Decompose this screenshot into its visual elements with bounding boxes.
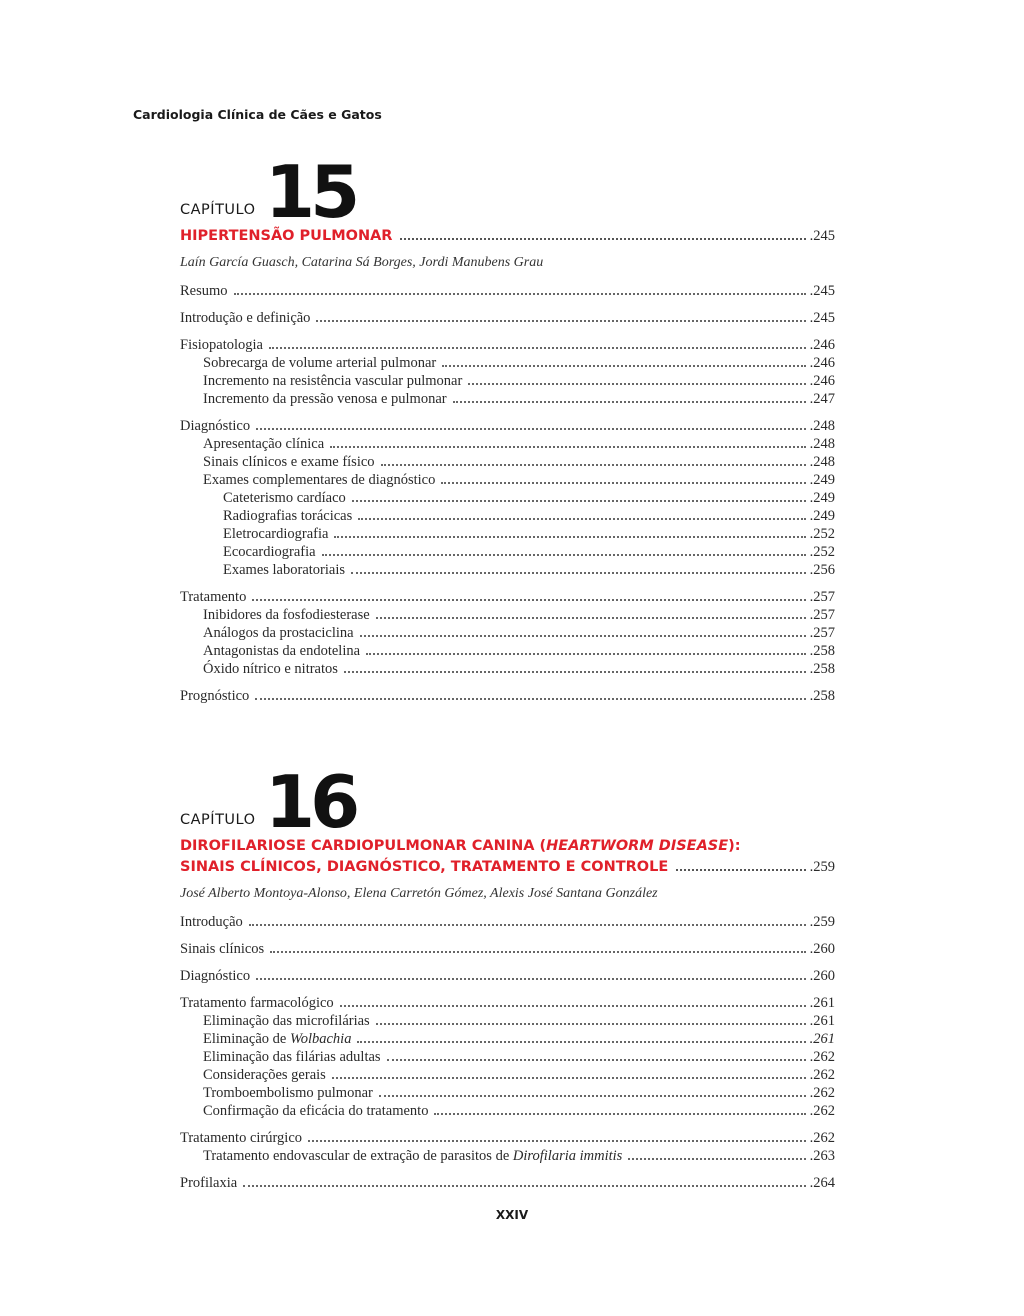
page-number: .262 — [809, 1130, 835, 1146]
dot-leader — [316, 320, 805, 322]
toc-entry-prognostico[interactable] — [180, 687, 835, 705]
toc-subsubentry[interactable] — [180, 489, 835, 507]
page-number: .261 — [809, 995, 835, 1011]
dot-leader — [442, 365, 805, 367]
entry-label: Introdução e definição — [180, 310, 311, 326]
entry-label: Confirmação da eficácia do tratamento — [203, 1103, 429, 1119]
page-number: .262 — [809, 1103, 835, 1119]
page-number: .248 — [809, 454, 835, 470]
toc-subentry[interactable] — [180, 354, 835, 372]
chapter-authors: José Alberto Montoya-Alonso, Elena Carretón Gómez, Alexis José Santana González — [180, 886, 658, 901]
entry-label: Profilaxia — [180, 1175, 238, 1191]
page-number: .263 — [809, 1148, 835, 1164]
toc-entry-tratamento[interactable] — [180, 588, 835, 606]
toc-entry-introducao[interactable] — [180, 913, 835, 931]
page-number: .262 — [809, 1067, 835, 1083]
dot-leader — [676, 869, 805, 871]
entry-label: Incremento na resistência vascular pulmonar — [203, 373, 463, 389]
page-number: .245 — [809, 228, 835, 244]
dot-leader — [344, 671, 806, 673]
page-number: .257 — [809, 589, 835, 605]
entry-label: Fisiopatologia — [180, 337, 263, 353]
chapter-title-line-2: SINAIS CLÍNICOS, DIAGNÓSTICO, TRATAMENTO E CONTROLE — [180, 859, 669, 875]
dot-leader — [381, 464, 806, 466]
chapter-title-row[interactable] — [180, 857, 835, 878]
dot-leader — [358, 518, 805, 520]
chapter-label: CAPÍTULO — [180, 202, 256, 218]
entry-label: Tratamento endovascular de extração de parasitos de — [203, 1148, 513, 1164]
dot-leader — [256, 428, 806, 430]
toc-subentry[interactable] — [180, 471, 835, 489]
page-number: .256 — [809, 562, 835, 578]
dot-leader — [249, 924, 806, 926]
entry-label: Diagnóstico — [180, 968, 251, 984]
dot-leader — [270, 951, 805, 953]
dot-leader — [366, 653, 806, 655]
chapter-label: CAPÍTULO — [180, 812, 256, 828]
dot-leader — [322, 554, 806, 556]
running-head: Cardiologia Clínica de Cães e Gatos — [133, 107, 382, 122]
page-number: .246 — [809, 355, 835, 371]
chapter-title-part: ): — [728, 838, 741, 854]
toc-entry-profilaxia[interactable] — [180, 1174, 835, 1192]
entry-label: Antagonistas da endotelina — [203, 643, 361, 659]
page-number: .257 — [809, 625, 835, 641]
dot-leader — [387, 1059, 806, 1061]
toc-entry-introducao[interactable] — [180, 309, 835, 327]
entry-label: Eletrocardiografia — [223, 526, 329, 542]
page-number: .261 — [809, 1013, 835, 1029]
dot-leader — [269, 347, 806, 349]
chapter-title-italic: HEARTWORM DISEASE — [546, 838, 729, 854]
entry-label: Exames laboratoriais — [223, 562, 345, 578]
page-number: .257 — [809, 607, 835, 623]
entry-label-italic: Dirofilaria immitis — [512, 1148, 623, 1164]
entry-label: Análogos da prostaciclina — [203, 625, 354, 641]
dot-leader — [357, 1041, 805, 1043]
page-number: .252 — [809, 544, 835, 560]
entry-label: Cateterismo cardíaco — [223, 490, 346, 506]
entry-label: Óxido nítrico e nitratos — [203, 661, 338, 677]
dot-leader — [351, 572, 806, 574]
page-number: .249 — [809, 508, 835, 524]
entry-label: Introdução — [180, 914, 243, 930]
dot-leader — [340, 1005, 806, 1007]
dot-leader — [400, 238, 805, 240]
dot-leader — [360, 635, 806, 637]
entry-label: Ecocardiografia — [223, 544, 316, 560]
chapter-heading — [180, 148, 835, 234]
entry-label: Considerações gerais — [203, 1067, 326, 1083]
dot-leader — [252, 599, 805, 601]
entry-label: Apresentação clínica — [203, 436, 325, 452]
page-number: .262 — [809, 1085, 835, 1101]
entry-label: Radiografias torácicas — [223, 508, 353, 524]
toc-subentry[interactable] — [180, 1012, 835, 1030]
toc-subentry[interactable] — [180, 1030, 835, 1048]
page-folio: XXIV — [495, 1208, 529, 1222]
dot-leader — [468, 383, 805, 385]
toc-entry-fisiopatologia[interactable] — [180, 336, 835, 354]
page-number: .262 — [809, 1049, 835, 1065]
entry-label: Eliminação das microfilárias — [203, 1013, 370, 1029]
page-number: .252 — [809, 526, 835, 542]
dot-leader — [330, 446, 805, 448]
toc-subentry[interactable] — [180, 624, 835, 642]
page-number: .259 — [809, 914, 835, 930]
entry-label: Prognóstico — [180, 688, 250, 704]
toc-entry-resumo[interactable] — [180, 282, 835, 300]
dot-leader — [434, 1113, 805, 1115]
page-number: .246 — [809, 337, 835, 353]
entry-label: Sobrecarga de volume arterial pulmonar — [203, 355, 437, 371]
entry-label: Sinais clínicos e exame físico — [203, 454, 375, 470]
page-number: .261 — [809, 1031, 835, 1047]
toc-subentry[interactable] — [180, 1066, 835, 1084]
toc-entry-diagnostico[interactable] — [180, 417, 835, 435]
toc-subentry[interactable] — [180, 435, 835, 453]
entry-label: Tratamento cirúrgico — [180, 1130, 303, 1146]
chapter-heading — [180, 758, 835, 844]
chapter-15 — [180, 148, 835, 705]
page-number: .249 — [809, 490, 835, 506]
entry-label: Resumo — [180, 283, 228, 299]
toc-subentry[interactable] — [180, 390, 835, 408]
toc-subentry[interactable] — [180, 1102, 835, 1120]
dot-leader — [376, 1023, 806, 1025]
toc-entry-tratamento-cirurgico[interactable] — [180, 1129, 835, 1147]
chapter-number: 16 — [265, 760, 356, 844]
dot-leader — [332, 1077, 806, 1079]
dot-leader — [255, 698, 805, 700]
toc-entry-diagnostico[interactable] — [180, 967, 835, 985]
dot-leader — [352, 500, 806, 502]
entry-label: Tratamento farmacológico — [180, 995, 334, 1011]
entry-label: Sinais clínicos — [180, 941, 265, 957]
dot-leader — [379, 1095, 806, 1097]
entry-label: Inibidores da fosfodiesterase — [203, 607, 370, 623]
page-number: .260 — [809, 941, 835, 957]
dot-leader — [441, 482, 805, 484]
toc-entry-sinais-clinicos[interactable] — [180, 940, 835, 958]
dot-leader — [453, 401, 806, 403]
chapter-number: 15 — [265, 150, 356, 234]
toc-subentry[interactable] — [180, 1084, 835, 1102]
dot-leader — [256, 978, 806, 980]
toc-subentry[interactable] — [180, 372, 835, 390]
page-number: .264 — [809, 1175, 835, 1191]
toc-subsubentry[interactable] — [180, 507, 835, 525]
entry-label: Tromboembolismo pulmonar — [203, 1085, 373, 1101]
dot-leader — [628, 1158, 805, 1160]
chapter-title: HIPERTENSÃO PULMONAR — [180, 228, 393, 244]
entry-label: Incremento da pressão venosa e pulmonar — [203, 391, 447, 407]
chapter-title-part: DIROFILARIOSE CARDIOPULMONAR CANINA ( — [180, 838, 547, 854]
page-number: .247 — [809, 391, 835, 407]
toc-subentry[interactable] — [180, 1147, 835, 1165]
toc-subentry[interactable] — [180, 642, 835, 660]
entry-label-italic: Wolbachia — [289, 1031, 352, 1047]
page-number: .245 — [809, 310, 835, 326]
entry-label: Eliminação de — [203, 1031, 290, 1047]
toc-entry-tratamento-farmacologico[interactable] — [180, 994, 835, 1012]
page-number: .258 — [809, 661, 835, 677]
toc-subsubentry[interactable] — [180, 543, 835, 561]
entry-label: Exames complementares de diagnóstico — [203, 472, 436, 488]
toc-subsubentry[interactable] — [180, 525, 835, 543]
dot-leader — [234, 293, 806, 295]
page-number: .248 — [809, 418, 835, 434]
page-number: .246 — [809, 373, 835, 389]
page-number: .258 — [809, 688, 835, 704]
toc-subentry[interactable] — [180, 1048, 835, 1066]
page-number: .260 — [809, 968, 835, 984]
entry-label: Eliminação das filárias adultas — [203, 1049, 381, 1065]
toc-subentry[interactable] — [180, 660, 835, 678]
page-number: .249 — [809, 472, 835, 488]
dot-leader — [334, 536, 805, 538]
page-number: .248 — [809, 436, 835, 452]
toc-subentry[interactable] — [180, 453, 835, 471]
page-number: .258 — [809, 643, 835, 659]
page-number: .259 — [809, 859, 835, 875]
toc-subsubentry[interactable] — [180, 561, 835, 579]
toc-subentry[interactable] — [180, 606, 835, 624]
chapter-16 — [180, 758, 835, 1192]
entry-label: Tratamento — [180, 589, 247, 605]
entry-label: Diagnóstico — [180, 418, 251, 434]
dot-leader — [376, 617, 806, 619]
dot-leader — [243, 1185, 805, 1187]
dot-leader — [308, 1140, 806, 1142]
page-number: .245 — [809, 283, 835, 299]
chapter-authors: Laín García Guasch, Catarina Sá Borges, Jordi Manubens Grau — [180, 255, 544, 270]
